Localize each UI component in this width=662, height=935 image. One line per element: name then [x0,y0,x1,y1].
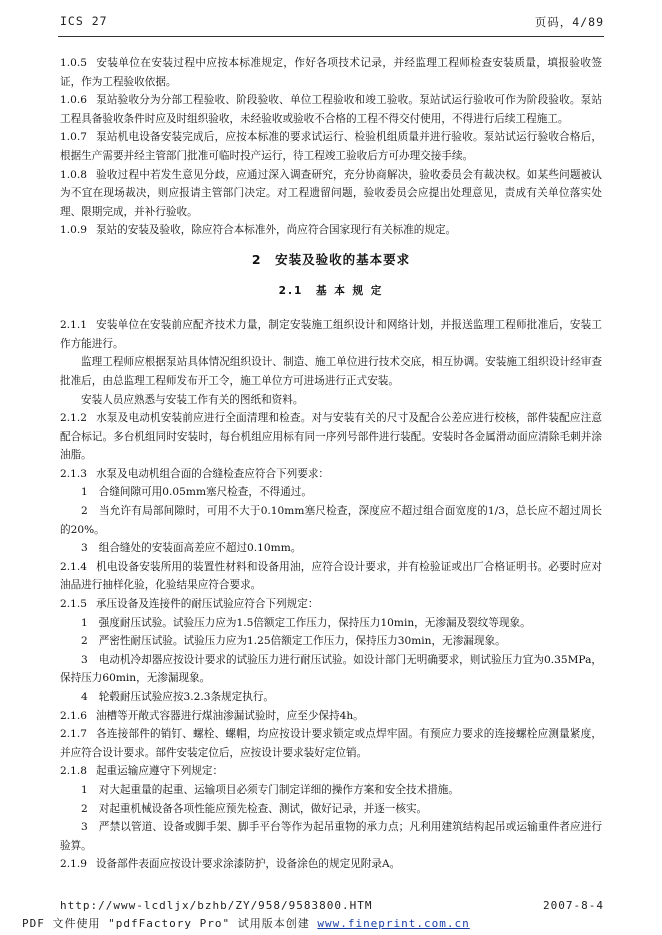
clause-2-1-3-item: 1 合缝间隙可用0.05mm塞尺检查，不得通过。 [81,486,312,499]
clause-2-1-5: 2.1.5 承压设备及连接件的耐压试验应符合下列规定： [60,598,319,611]
clause-2-1-8-item: 1 对大起重量的起重、运输项目必须专门制定详细的操作方案和安全技术措施。 [81,783,459,796]
clause-1-0-5: 1.0.5 安装单位在安装过程中应按本标准规定，作好各项技术记录，并经监理工程师检查安装质量，填报验收签证，作为工程验收依据。 [60,57,602,88]
header-rule [58,36,604,37]
clause-2-1-5-item: 2 严密性耐压试验。试验压力应为1.25倍额定工作压力，保持压力30min，无渗漏现象。 [81,635,506,648]
clause-2-1-8-item: 2 对起重机械设备各项性能应预先检查、测试，做好记录，并逐一核实。 [81,802,428,815]
clause-2-1-3: 2.1.3 水泵及电动机组合面的合缝检查应符合下列要求： [60,467,330,480]
clause-2-1-3-item: 2 当允许有局部间隙时，可用不大于0.10mm塞尺检查，深度应不超过组合面宽度的1/3，总长应不超过周长的20%。 [60,505,602,536]
clause-2-1-1-para-2: 监理工程师应根据泵站具体情况组织设计、制造、施工单位进行技术交底，相互协调。安装施工组织设计经审查批准后，由总监理工程师发布开工令，施工单位方可进场进行正式安装。 [60,356,602,387]
document-body [60,54,602,874]
footer-date: 2007-8-4 [543,899,604,912]
page-header-left: ICS 27 [60,14,108,28]
section-title: 2.1 基 本 规 定 [278,284,384,297]
clause-2-1-5-item: 1 强度耐压试验。试验压力应为1.5倍额定工作压力，保持压力10min，无渗漏及裂纹等现象。 [81,616,531,629]
page-number: 页码，4/89 [534,15,604,29]
clause-2-1-8-item: 3 严禁以管道、设备或脚手架、脚手平台等作为起吊重物的承力点；凡利用建筑结构起吊或运输重件者应进行验算。 [60,821,602,852]
pdf-creator-notice [22,915,470,931]
clause-2-1-3-item: 3 组合缝处的安装面高差应不超过0.10mm。 [81,542,302,555]
clause-2-1-5-item: 4 轮毂耐压试验应按3.2.3条规定执行。 [81,691,275,703]
fineprint-link[interactable]: www.fineprint.com.cn [317,917,470,930]
clause-1-0-9: 1.0.9 泵站的安装及验收，除应符合本标准外，尚应符合国家现行有关标准的规定。 [60,224,457,237]
pdf-notice-text: PDF 文件使用 "pdfFactory Pro" 试用版本创建 [22,917,318,930]
clause-2-1-8: 2.1.8 起重运输应遵守下列规定： [60,765,224,778]
clause-2-1-1-para-3: 安装人员应熟悉与安装工作有关的图纸和资料。 [81,393,304,406]
clause-2-1-9: 2.1.9 设备部件表面应按设计要求涂漆防护，设备涂色的规定见附录A。 [60,858,401,871]
clause-2-1-5-item: 3 电动机冷却器应按设计要求的试验压力进行耐压试验。如设计部门无明确要求，则试验压力宜为0.35MPa，保持压力60min，无渗漏现象。 [60,653,602,685]
clause-1-0-8: 1.0.8 验收过程中若发生意见分歧，应通过深入调查研究，充分协商解决，验收委员会有裁决权。如某些问题被认为不宜在现场裁决，则应报请主管部门决定。对工程遗留问题，验收委员会应提出处理意见，责成有关单位落实处理、限期完成，并补行验收。 [60,168,602,218]
clause-2-1-6: 2.1.6 油槽等开敞式容器进行煤油渗漏试验时，应至少保持4h。 [60,709,364,722]
clause-1-0-6: 1.0.6 泵站验收分为分部工程验收、阶段验收、单位工程验收和竣工验收。泵站试运行验收可作为阶段验收。泵站工程具备验收条件时应及时组织验收，未经验收或验收不合格的工程不得交付使用，不得进行后续工程施工。 [60,94,602,125]
clause-2-1-7: 2.1.7 各连接部件的销钉、螺栓、螺帽，均应按设计要求锁定或点焊牢固。有预应力要求的连接螺栓应测量紧度，并应符合设计要求。部件安装定位后，应按设计要求装好定位销。 [60,728,602,759]
clause-2-1-1: 2.1.1 安装单位在安装前应配齐技术力量，制定安装施工组织设计和网络计划，并报送监理工程师批准后，安装工作方能进行。 [60,319,602,350]
clause-1-0-7: 1.0.7 泵站机电设备安装完成后，应按本标准的要求试运行、检验机组质量并进行验收。泵站试运行验收合格后，根据生产需要并经主管部门批准可临时投产运行，待工程竣工验收后方可办理交接手续。 [60,131,602,162]
footer-url[interactable]: http://www-lcdljx/bzhb/ZY/958/9583800.HTM [60,899,373,912]
clause-2-1-2: 2.1.2 水泵及电动机安装前应进行全面清理和检查。对与安装有关的尺寸及配合公差应进行校核，部件装配应注意配合标记。多台机组同时安装时，每台机组应用标有同一序列号部件进行装配。安装时各金属滑动面应清除毛刺并涂油脂。 [60,412,602,462]
chapter-title: 2 安装及验收的基本要求 [251,251,411,267]
clause-2-1-4: 2.1.4 机电设备安装所用的装置性材料和设备用油，应符合设计要求，并有检验证或出厂合格证明书。必要时应对油品进行抽样化验，化验结果应符合要求。 [60,560,602,592]
